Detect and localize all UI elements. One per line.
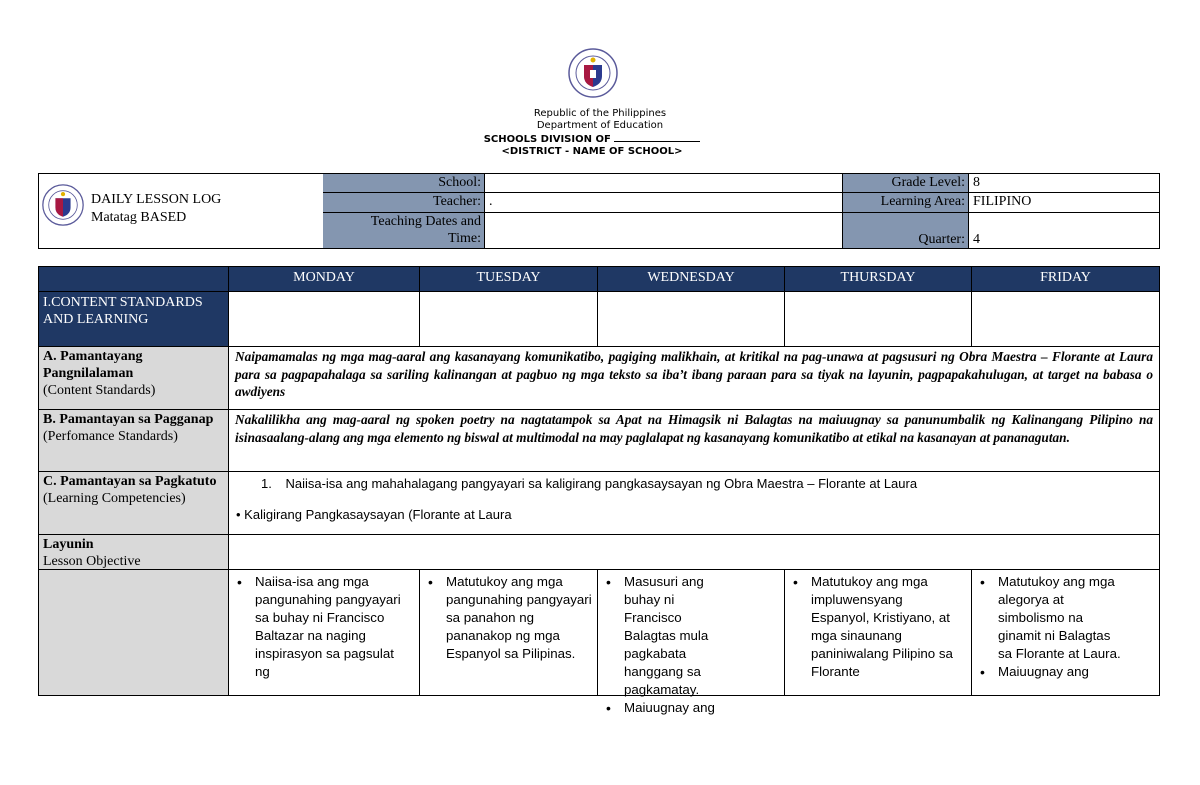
- day-header-monday: MONDAY: [229, 267, 420, 292]
- corner-header: [39, 267, 229, 292]
- wednesday-content-cell[interactable]: [598, 292, 785, 347]
- grade-level-field[interactable]: 8: [969, 174, 1159, 193]
- wednesday-objective-1: • Masusuri ang buhay ni Francisco Balagtas mula pagkabata hanggang sa pagkamatay.: [598, 573, 734, 699]
- friday-objectives: [972, 570, 1159, 695]
- log-title: DAILY LESSON LOG: [91, 192, 222, 207]
- performance-standards-label: [39, 410, 229, 472]
- lesson-info-table: [38, 173, 1160, 249]
- lesson-objective-label: [39, 535, 229, 570]
- teacher-label: Teacher:: [323, 193, 485, 213]
- friday-objective-2: • Maiuugnay ang: [972, 663, 1123, 681]
- friday-content-cell[interactable]: [972, 292, 1159, 347]
- thursday-objective-1: • Matutukoy ang mga impluwensyang Espanyol, Kristiyano, at mga sinaunang paniniwalang Pilipino sa Florante: [785, 573, 959, 681]
- day-header-friday: FRIDAY: [972, 267, 1159, 292]
- wednesday-objectives: [598, 570, 785, 715]
- tuesday-objective-1: • Matutukoy ang mga pangunahing pangyayari sa panahon ng pananakop ng mga Espanyol sa Pilipinas.: [420, 573, 593, 663]
- learning-competencies-subtitle: (Learning Competencies): [43, 491, 186, 506]
- agency-header: [0, 108, 1200, 158]
- daily-lesson-table: [38, 266, 1160, 715]
- content-standards-label: [39, 347, 229, 410]
- content-standards-text: Naipamamalas ng mga mag-aaral ang kasanayang komunikatibo, pagiging malikhain, at kritikal na pag-unawa at pagsusuri ng Obra Maestra – Florante at Laura para sa pagpapahalaga sa sariling kalinangan at pagbuo ng mga teksto sa iba’t ibang paraan para sa tiyak na layunin, pagpapakahulugan, at target na babasa o awdiyens: [229, 347, 1159, 410]
- log-title-cell: [39, 174, 324, 248]
- header-department: Department of Education: [536, 120, 664, 131]
- lesson-objective-cell[interactable]: [229, 535, 1159, 570]
- division-label: SCHOOLS DIVISION OF: [483, 134, 611, 145]
- performance-standards-title: B. Pamantayan sa Pagganap: [43, 412, 214, 427]
- performance-standards-text: Nakalilikha ang mag-aaral ng spoken poetry na nagtatampok sa Apat na Himagsik ni Balagtas na maiuugnay sa panunumbalik ng Kalinangang Pilipino na isinasaalang-alang ang mga elemento ng biswal at multimodal na may paglalapat ng kasanayang komunikatibo at etikal na kasanayan at pananagutan.: [229, 410, 1159, 472]
- quarter-label: Quarter:: [843, 213, 969, 248]
- learning-competencies-label: [39, 472, 229, 535]
- quarter-field[interactable]: 4: [973, 232, 980, 247]
- thursday-content-cell[interactable]: [785, 292, 972, 347]
- learning-competencies-title: C. Pamantayan sa Pagkatuto: [43, 474, 217, 489]
- wednesday-objective-2: • Maiuugnay ang: [598, 699, 734, 717]
- monday-objective-1: • Naiisa-isa ang mga pangunahing pangyayari sa buhay ni Francisco Baltazar na naging inspirasyon sa pagsulat ng: [229, 573, 405, 681]
- lesson-objective-title: Layunin: [43, 537, 94, 552]
- learning-competencies-content: [229, 472, 1159, 535]
- content-standards-title: A. Pamantayang Pangnilalaman: [43, 349, 143, 381]
- school-label: School:: [323, 174, 485, 193]
- lesson-objective-subtitle: Lesson Objective: [43, 554, 141, 569]
- thursday-objectives: [785, 570, 972, 695]
- division-blank: [614, 132, 700, 142]
- header-district: <DISTRICT - NAME OF SCHOOL>: [501, 146, 683, 157]
- deped-seal-small-icon: [42, 184, 84, 226]
- monday-content-cell[interactable]: [229, 292, 420, 347]
- day-header-wednesday: WEDNESDAY: [598, 267, 785, 292]
- monday-objectives: [229, 570, 420, 695]
- competency-text: Naiisa-isa ang mahahalagang pangyayari sa kaligirang pangkasaysayan ng Obra Maestra – Florante at Laura: [285, 476, 918, 491]
- day-header-thursday: THURSDAY: [785, 267, 972, 292]
- objectives-row-label: [39, 570, 229, 695]
- log-subtitle: Matatag BASED: [91, 210, 187, 225]
- competency-topic: • Kaligirang Pangkasaysayan (Florante at Laura: [236, 507, 512, 522]
- day-header-tuesday: TUESDAY: [420, 267, 598, 292]
- tuesday-content-cell[interactable]: [420, 292, 598, 347]
- grade-level-label: Grade Level:: [843, 174, 969, 193]
- performance-standards-subtitle: (Perfomance Standards): [43, 429, 178, 444]
- competency-item: [261, 475, 917, 493]
- tuesday-objectives: [420, 570, 598, 695]
- friday-objective-1: • Matutukoy ang mga alegorya at simbolismo na ginamit ni Balagtas sa Florante at Laura.: [972, 573, 1123, 663]
- teacher-field[interactable]: .: [485, 193, 843, 213]
- deped-seal-icon: [568, 48, 618, 98]
- learning-area-label: Learning Area:: [843, 193, 969, 213]
- teaching-dates-label: [323, 213, 485, 248]
- learning-area-field[interactable]: FILIPINO: [969, 193, 1159, 213]
- teaching-dates-label-line1: Teaching Dates and: [370, 214, 481, 229]
- competency-number: 1.: [261, 476, 272, 491]
- content-standards-subtitle: (Content Standards): [43, 383, 156, 398]
- header-division: [0, 132, 1192, 146]
- teaching-dates-label-line2: Time:: [448, 231, 481, 246]
- teaching-dates-field[interactable]: [485, 213, 843, 248]
- school-field[interactable]: [485, 174, 843, 193]
- header-republic: Republic of the Philippines: [533, 108, 667, 119]
- content-standards-section-header: I.CONTENT STANDARDS AND LEARNING: [39, 292, 229, 347]
